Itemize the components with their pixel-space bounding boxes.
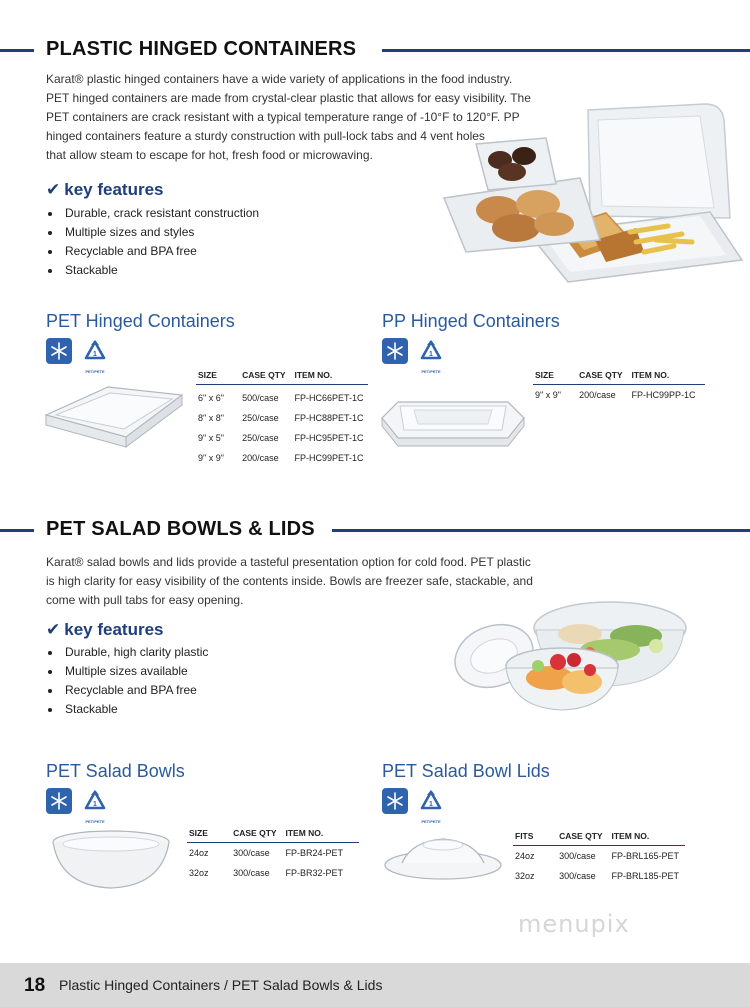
intro-line: hinged containers feature a sturdy construction with pull-lock tabs and 4 vent holes — [46, 129, 485, 143]
cell: 9" x 9" — [198, 453, 224, 463]
col-size: SIZE — [198, 370, 217, 380]
table-row — [196, 408, 368, 428]
pet-hinged-table — [196, 366, 368, 468]
header-rule-left — [0, 529, 34, 532]
col-size: SIZE — [189, 828, 208, 838]
list-item: Stackable — [46, 261, 259, 280]
section-title: PLASTIC HINGED CONTAINERS — [46, 38, 357, 60]
section-header-hinged — [0, 38, 750, 62]
salad-lids-title: PET Salad Bowl Lids — [382, 761, 550, 781]
header-rule-left — [0, 49, 34, 52]
salad-bowls-table — [187, 824, 359, 883]
checkmark-icon: ✔ — [46, 180, 61, 199]
list-item: Durable, crack resistant construction — [46, 204, 259, 223]
key-features-list — [46, 643, 208, 719]
list-item: Multiple sizes available — [46, 662, 208, 681]
salad-bowls-photo — [450, 590, 695, 715]
recycle-icon — [80, 788, 110, 824]
cell: FP-HC95PET-1C — [294, 433, 364, 443]
cell: FP-BR24-PET — [285, 848, 343, 858]
salad-lids-table — [513, 827, 685, 886]
watermark: menupix — [518, 910, 630, 938]
table-header — [187, 824, 359, 843]
table-row — [513, 846, 685, 866]
recycle-icon — [416, 788, 446, 824]
recycle-code: 1 — [93, 801, 97, 808]
col-item-no: ITEM NO. — [611, 831, 650, 841]
salad-lids-icons — [382, 788, 446, 824]
cell: 8" x 8" — [198, 413, 224, 423]
salad-bowls-icons — [46, 788, 110, 824]
intro-line: PET hinged containers are made from crystal-clear plastic that allows for easy visibility. The — [46, 91, 531, 105]
col-case-qty: CASE QTY — [559, 831, 603, 841]
intro-line: Karat® plastic hinged containers have a wide variety of applications in the food industry. — [46, 72, 513, 86]
snowflake-icon — [382, 788, 408, 814]
col-case-qty: CASE QTY — [233, 828, 277, 838]
section-title: PET SALAD BOWLS & LIDS — [46, 518, 315, 540]
intro-line: PET containers are crack resistant with a typical temperature range of -10°F to 120°F. PP — [46, 110, 520, 124]
cell: 250/case — [242, 413, 279, 423]
cell: FP-HC99PP-1C — [631, 390, 696, 400]
pp-hinged-icons — [382, 338, 446, 374]
intro-line: is high clarity for easy visibility of the contents inside. Bowls are freezer safe, stackable, and — [46, 574, 533, 588]
cell: 6" x 6" — [198, 393, 224, 403]
col-case-qty: CASE QTY — [579, 370, 623, 380]
cell: 500/case — [242, 393, 279, 403]
col-fits: FITS — [515, 831, 534, 841]
col-size: SIZE — [535, 370, 554, 380]
table-header — [196, 366, 368, 385]
snowflake-icon — [382, 338, 408, 364]
checkmark-icon: ✔ — [46, 620, 61, 639]
table-header — [513, 827, 685, 846]
pet-hinged-container-image — [38, 375, 188, 450]
cell: 9" x 9" — [535, 390, 561, 400]
recycle-label: PET/PETE — [421, 819, 441, 824]
intro-line: Karat® salad bowls and lids provide a tasteful presentation option for cold food. PET plastic — [46, 555, 531, 569]
cell: 250/case — [242, 433, 279, 443]
recycle-code: 1 — [429, 351, 433, 358]
col-item-no: ITEM NO. — [285, 828, 324, 838]
intro-line: come with pull tabs for easy opening. — [46, 593, 244, 607]
cell: 200/case — [242, 453, 279, 463]
pp-hinged-table — [533, 366, 705, 405]
cell: 300/case — [233, 848, 270, 858]
recycle-label: PET/PETE — [85, 819, 105, 824]
salad-bowls-title: PET Salad Bowls — [46, 761, 185, 781]
pet-hinged-title: PET Hinged Containers — [46, 311, 235, 331]
cell: 24oz — [189, 848, 209, 858]
recycle-icon — [416, 338, 446, 374]
key-features-heading — [46, 180, 163, 200]
cell: 200/case — [579, 390, 616, 400]
key-features-label: key features — [64, 620, 164, 639]
recycle-icon — [80, 338, 110, 374]
snowflake-icon — [46, 788, 72, 814]
cell: 24oz — [515, 851, 535, 861]
list-item: Recyclable and BPA free — [46, 242, 259, 261]
key-features-heading — [46, 620, 163, 640]
recycle-code: 1 — [93, 351, 97, 358]
pp-hinged-title: PP Hinged Containers — [382, 311, 560, 331]
list-item: Stackable — [46, 700, 208, 719]
header-rule-right — [332, 529, 750, 532]
list-item: Durable, high clarity plastic — [46, 643, 208, 662]
salad-bowl-image — [50, 828, 172, 892]
table-row — [533, 385, 705, 405]
cell: FP-BR32-PET — [285, 868, 343, 878]
hinged-containers-photo — [430, 100, 744, 285]
cell: FP-BRL185-PET — [611, 871, 680, 881]
table-row — [513, 866, 685, 886]
pp-hinged-container-image — [378, 380, 528, 452]
table-header — [533, 366, 705, 385]
table-row — [196, 388, 368, 408]
cell: FP-HC66PET-1C — [294, 393, 364, 403]
key-features-list — [46, 204, 259, 280]
table-row — [187, 863, 359, 883]
page-footer — [0, 963, 750, 1007]
cell: 32oz — [189, 868, 209, 878]
col-item-no: ITEM NO. — [631, 370, 670, 380]
cell: FP-HC99PET-1C — [294, 453, 364, 463]
list-item: Multiple sizes and styles — [46, 223, 259, 242]
cell: 300/case — [559, 851, 596, 861]
snowflake-icon — [46, 338, 72, 364]
cell: 9" x 5" — [198, 433, 224, 443]
list-item: Recyclable and BPA free — [46, 681, 208, 700]
pet-hinged-icons — [46, 338, 110, 374]
page-number: 18 — [24, 975, 46, 996]
cell: FP-BRL165-PET — [611, 851, 680, 861]
cell: 300/case — [233, 868, 270, 878]
cell: 32oz — [515, 871, 535, 881]
col-item-no: ITEM NO. — [294, 370, 333, 380]
recycle-label: PET/PETE — [421, 369, 441, 374]
col-case-qty: CASE QTY — [242, 370, 286, 380]
cell: 300/case — [559, 871, 596, 881]
header-rule-right — [382, 49, 750, 52]
footer-text: Plastic Hinged Containers / PET Salad Bowls & Lids — [59, 977, 383, 993]
table-row — [187, 843, 359, 863]
table-row — [196, 448, 368, 468]
salad-lid-image — [382, 835, 504, 885]
table-row — [196, 428, 368, 448]
key-features-label: key features — [64, 180, 164, 199]
recycle-code: 1 — [429, 801, 433, 808]
recycle-label: PET/PETE — [85, 369, 105, 374]
intro-line: that allow steam to escape for hot, fresh food or microwaving. — [46, 148, 373, 162]
section-header-salad — [0, 518, 750, 542]
cell: FP-HC88PET-1C — [294, 413, 364, 423]
